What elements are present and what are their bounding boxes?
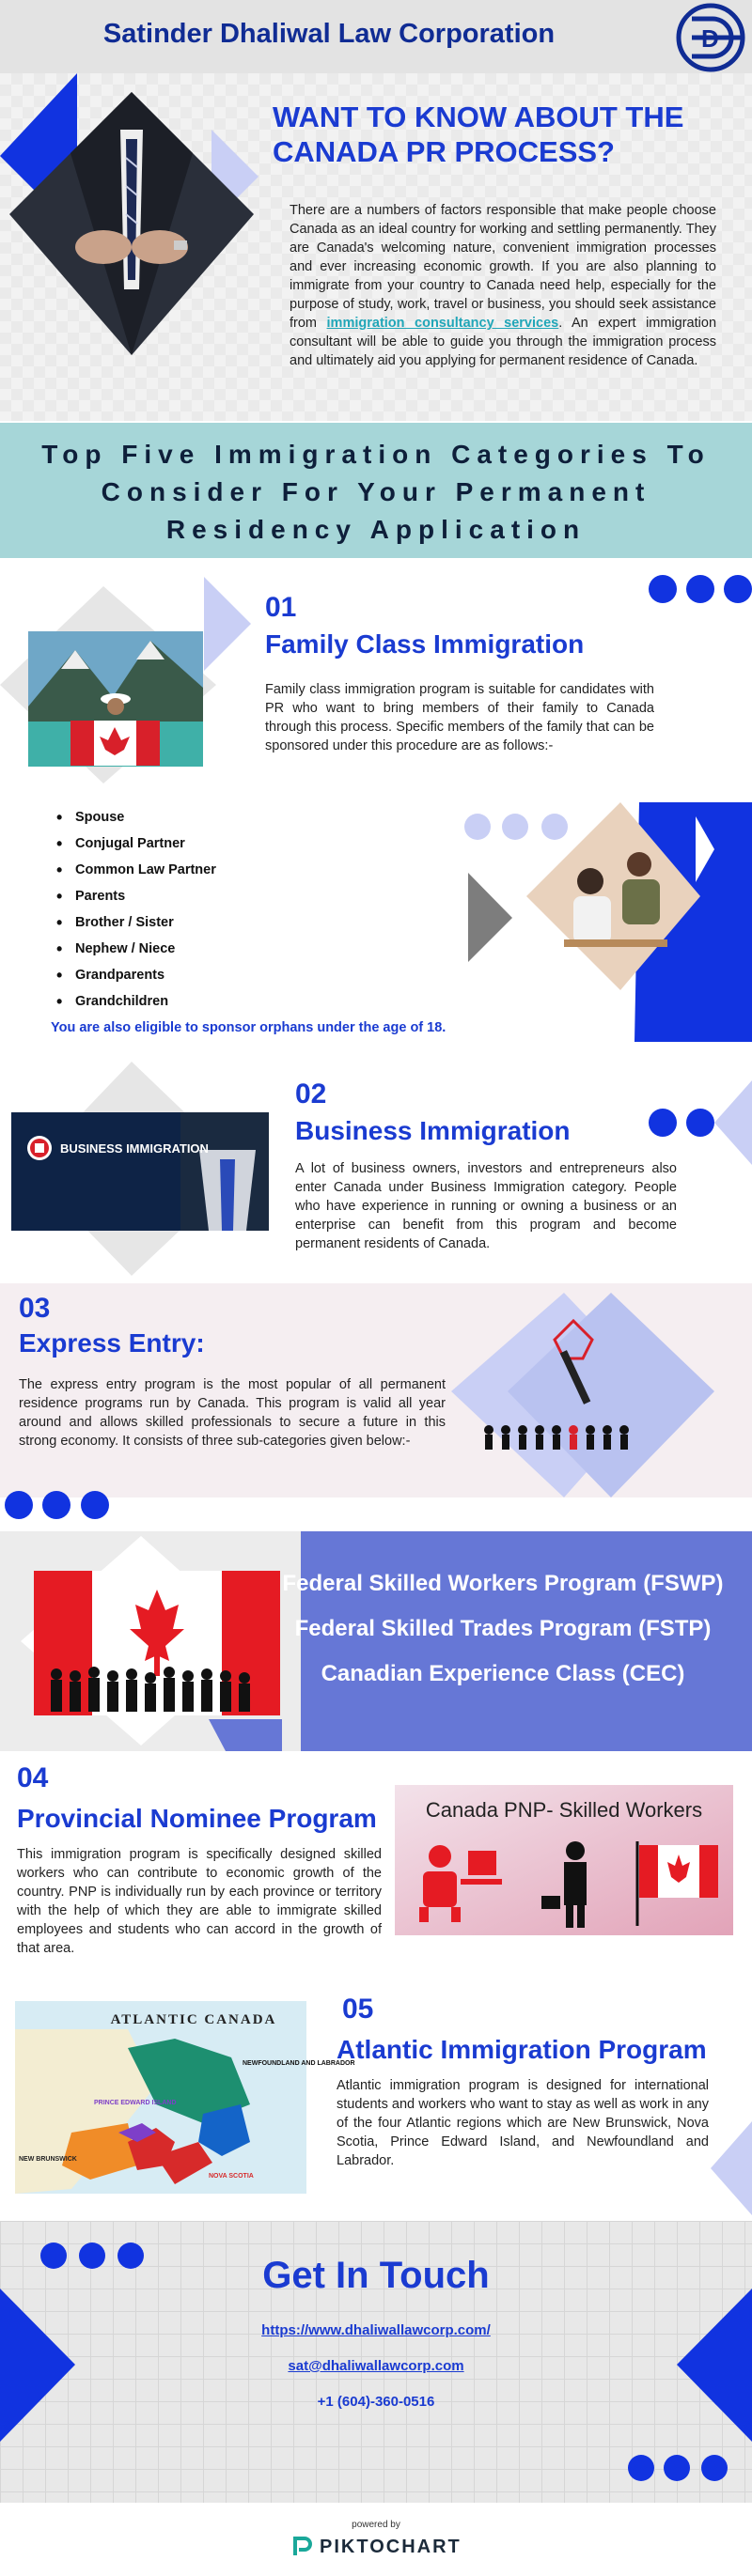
business-title: Business Immigration [295, 1116, 571, 1145]
map-label-nova-scotia: NOVA SCOTIA [209, 2173, 254, 2180]
decor-dot [5, 1491, 33, 1519]
email-link[interactable]: sat@dhaliwallawcorp.com [288, 2358, 464, 2374]
map-label-pei: PRINCE EDWARD ISLAND [94, 2100, 177, 2106]
contact-title: Get In Touch [262, 2255, 490, 2296]
list-item: • Grandparents [55, 968, 216, 994]
provincial-number: 04 [17, 1762, 49, 1793]
hero-paragraph [290, 201, 716, 370]
atlantic-decoration [711, 2121, 752, 2215]
family-photo-2 [545, 827, 686, 968]
atlantic-title: Atlantic Immigration Program [337, 2035, 707, 2064]
atlantic-map [15, 2001, 355, 2194]
logo [673, 2, 748, 73]
business-text: A lot of business owners, investors and entrepreneurs also enter Canada under Business Immigration category. People who have experience in running or owning a business or an enterprise can benefit from this program and become permanent residents of Canada. [295, 1161, 677, 1251]
list-item: • Parents [55, 889, 216, 915]
family-title: Family Class Immigration [265, 629, 585, 659]
program-cec: Canadian Experience Class (CEC) [321, 1661, 685, 1686]
categories-banner [0, 423, 752, 558]
express-number: 03 [19, 1293, 51, 1324]
family-members-list [55, 810, 216, 1020]
hero-text-before: There are a numbers of factors responsible that make people choose Canada as an ideal country for working and settling permanently. They are Canada's welcoming nature, convenient immigration processes and ever increasing economic growth. If you are also planning to immigrate from your country to Canada need help, especially for the purpose of study, work, travel or business, you should seek assistance from [290, 203, 716, 331]
pnp-image-label: Canada PNP- Skilled Workers [425, 1798, 703, 1822]
family-number: 01 [265, 592, 297, 623]
list-item: • Conjugal Partner [55, 836, 216, 862]
list-item: • Grandchildren [55, 994, 216, 1020]
map-label-new-brunswick: NEW BRUNSWICK [19, 2156, 77, 2163]
banner-title: Top Five Immigration Categories To Consider For Your Permanent Residency Application [41, 440, 711, 544]
brand-name: Satinder Dhaliwal Law Corporation [102, 19, 556, 49]
hero-text-after: . An expert immigration consultant will be able to guide you through the immigration process and ultimately aid you applying for permanent residence of Canada. [290, 316, 717, 368]
pnp-image [395, 1785, 733, 1935]
decor-dot [42, 1491, 70, 1519]
piktochart-icon [291, 2535, 314, 2557]
phone-number: +1 (604)-360-0516 [317, 2394, 435, 2410]
family-text: Family class immigration program is suitable for candidates with PR who want to bring members of their family to Canada through this process. Specific members of the family that can be sponsored under this procedure are as follows:- [265, 682, 654, 753]
program-fswp: Federal Skilled Workers Program (FSWP) [282, 1571, 724, 1596]
list-item: • Nephew / Niece [55, 941, 216, 968]
express-decoration [442, 1283, 752, 1497]
hero-title: WANT TO KNOW ABOUT THE CANADA PR PROCESS? [273, 101, 684, 168]
header [0, 0, 752, 73]
map-label-newfoundland: NEWFOUNDLAND AND LABRADOR [243, 2060, 355, 2067]
list-item: • Spouse [55, 810, 216, 836]
website-link[interactable]: https://www.dhaliwallawcorp.com/ [261, 2322, 491, 2338]
business-photo-label: BUSINESS IMMIGRATION [60, 1141, 209, 1156]
atlantic-text: Atlantic immigration program is designed for international students and workers who want to stay as well as work in any of the four Atlantic regions which are New Brunswick, Nova Scotia, Prince Edward Island, and Newfoundland and Labrador. [337, 2078, 709, 2168]
footer [0, 2503, 752, 2576]
piktochart-logo: PIKTOCHART [320, 2537, 462, 2557]
family-photo [28, 631, 203, 767]
express-text: The express entry program is the most popular of all permanent residence programs run by Canada. This program is valid all year around and allows skilled professionals to secure a future in this strong economy. It consists of three sub-categories given below:- [19, 1377, 446, 1449]
atlantic-number: 05 [342, 1994, 374, 2025]
provincial-text: This immigration program is specifically designed skilled workers who can contribute to economic growth of the country. PNP is individually run by each province or territory with the help of which they are able to immigrate skilled employees and students who can accord in the growth of that area. [17, 1847, 382, 1956]
list-item: • Common Law Partner [55, 862, 216, 889]
list-item: • Brother / Sister [55, 915, 216, 941]
canada-crowd-image [0, 1531, 301, 1751]
consultancy-link[interactable]: immigration consultancy services [326, 316, 559, 331]
powered-by: powered by [352, 2520, 400, 2530]
orphan-note: You are also eligible to sponsor orphans under the age of 18. [51, 1020, 446, 1035]
business-number: 02 [295, 1079, 327, 1110]
decor-dot [81, 1491, 109, 1519]
map-title: ATLANTIC CANADA [110, 2012, 277, 2027]
program-fstp: Federal Skilled Trades Program (FSTP) [294, 1616, 712, 1641]
express-title: Express Entry: [19, 1328, 205, 1358]
logo-letter: D [701, 24, 719, 53]
hero-section [0, 73, 752, 421]
business-photo [11, 1112, 269, 1231]
hero-decoration [0, 73, 282, 421]
provincial-title: Provincial Nominee Program [17, 1804, 377, 1833]
express-programs-panel [0, 1531, 752, 1751]
